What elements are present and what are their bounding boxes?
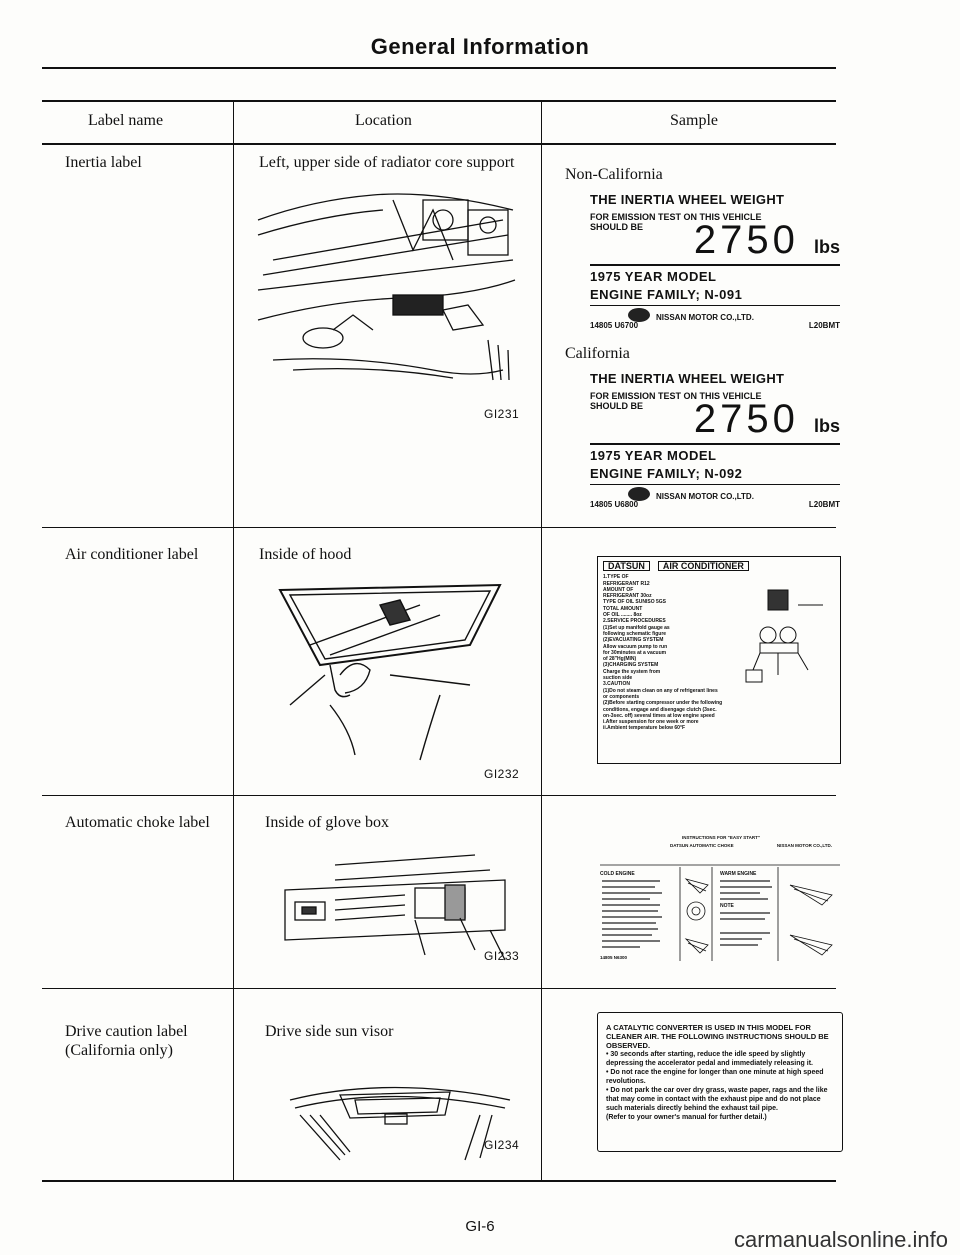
ac-tag-title: AIR CONDITIONER (658, 561, 749, 571)
ac-instruction-line: (2)Before starting compressor under the following (603, 700, 723, 707)
cat-bullet-3: • Do not park the car over dry grass, waste paper, rags and the like that may come in contact with the exhaust pipe and do not place such materials directly behind the exhaust tail pipe. (606, 1087, 828, 1112)
inertia-line1: THE INERTIA WHEEL WEIGHT (590, 192, 785, 207)
row-location: Left, upper side of radiator core support (259, 154, 515, 171)
ac-instruction-line: TOTAL AMOUNT (603, 605, 643, 612)
cat-bullet-2: • Do not race the engine for longer than one minute at high speed revolutions. (606, 1069, 824, 1085)
inertia-code: 14805 U6700 (590, 321, 639, 330)
choke-cold-heading: COLD ENGINE (600, 871, 635, 877)
drive-caution-label-sample (597, 1012, 843, 1152)
ac-instruction-line: TYPE OF OIL SUNISO 5GS (603, 599, 666, 606)
ac-instruction-line: REFRIGERANT 30oz (603, 593, 652, 600)
inertia-weight-unit: lbs (813, 416, 840, 436)
ac-instruction-line: of 28"Hg(MIN) (603, 656, 637, 663)
row-label-line2: (California only) (65, 1042, 173, 1059)
ac-instruction-line: suction side (603, 675, 633, 682)
figure-id: GI232 (484, 767, 520, 781)
radiator-support-illustration (253, 180, 523, 390)
nissan-logo-icon (628, 308, 650, 322)
choke-code: 14805 N6300 (600, 955, 628, 960)
row-label: Inertia label (65, 154, 142, 171)
inertia-line2: FOR EMISSION TEST ON THIS VEHICLE (590, 391, 762, 401)
top-rule (42, 67, 836, 69)
automatic-choke-label-sample (600, 835, 842, 975)
row-label: Automatic choke label (65, 814, 210, 831)
inertia-weight-value: 2750 (693, 218, 799, 262)
inertia-engine-code: L20BMT (808, 500, 840, 509)
col-divider-2 (541, 100, 542, 1180)
row-location: Inside of glove box (265, 814, 389, 831)
figure-id: GI234 (484, 1138, 520, 1152)
inertia-code: 14805 U6800 (590, 500, 639, 509)
sample-subtitle: Non-California (565, 166, 663, 183)
inertia-year: 1975 YEAR MODEL (590, 448, 717, 463)
col-divider-1 (233, 100, 234, 1180)
ac-instruction-line: on-3sec. off) several times at low engine speed (603, 712, 715, 719)
ac-instruction-line: REFRIGERANT R12 (603, 580, 650, 587)
row-location: Inside of hood (259, 546, 352, 563)
ac-instruction-line: OF OIL ........ 8oz (603, 612, 642, 619)
ac-instruction-line: following schematic figure (603, 630, 667, 637)
inertia-rule (590, 443, 840, 445)
hood-illustration (270, 575, 520, 775)
choke-label-diagram (600, 853, 842, 963)
inertia-weight-unit: lbs (813, 237, 840, 257)
ac-instruction-line: (2)EVACUATING SYSTEM (603, 637, 664, 644)
page-title: General Information (370, 34, 590, 59)
cat-heading: A CATALYTIC CONVERTER IS USED IN THIS MODEL FOR CLEANER AIR. THE FOLLOWING INSTRUCTIONS SHOULD BE OBSERVED. (606, 1023, 829, 1050)
figure-id: GI231 (484, 407, 520, 421)
ac-instruction-line: (1)Set up manifold gauge as (603, 624, 670, 631)
page-number: GI-6 (465, 1218, 495, 1235)
inertia-weight (694, 218, 840, 263)
row-rule-1 (42, 527, 836, 528)
nissan-logo-icon (628, 487, 650, 501)
cat-note: (Refer to your owner's manual for further detail.) (606, 1114, 767, 1121)
ac-instruction-line: or components (603, 693, 640, 700)
glove-box-illustration (275, 840, 515, 980)
inertia-line1: THE INERTIA WHEEL WEIGHT (590, 371, 785, 386)
col-header-sample: Sample (670, 112, 718, 129)
row-label-line1: Drive caution label (65, 1023, 188, 1040)
row-rule-2 (42, 795, 836, 796)
inertia-maker: NISSAN MOTOR CO.,LTD. (656, 492, 754, 501)
manifold-gauge-schematic-icon (738, 585, 833, 685)
col-header-label: Label name (88, 112, 164, 129)
inertia-engine-code: L20BMT (808, 321, 840, 330)
choke-warm-heading: WARM ENGINE (720, 871, 757, 877)
inertia-line2: FOR EMISSION TEST ON THIS VEHICLE (590, 212, 762, 222)
ac-instruction-line: conditions, engage and disengage clutch (3sec. (603, 706, 717, 713)
header-bottom-rule (42, 143, 836, 145)
inertia-family: ENGINE FAMILY; N-091 (590, 287, 743, 302)
inertia-rule-2 (590, 305, 840, 306)
col-header-location: Location (355, 112, 412, 129)
header-top-rule (42, 100, 836, 102)
inertia-label-california (590, 371, 840, 511)
sun-visor-illustration (280, 1060, 520, 1170)
choke-title: INSTRUCTIONS FOR "EASY START" (681, 835, 761, 840)
inertia-line3: SHOULD BE (590, 401, 644, 411)
ac-instructions (603, 574, 733, 731)
bottom-rule (42, 1180, 836, 1182)
inertia-rule (590, 264, 840, 266)
ac-instruction-line: AMOUNT OF (603, 586, 634, 593)
inertia-rule-2 (590, 484, 840, 485)
ac-instruction-line: i.After suspension for one week or more (603, 719, 699, 726)
inertia-family: ENGINE FAMILY; N-092 (590, 466, 743, 481)
figure-id: GI233 (484, 949, 520, 963)
ac-instruction-line: 1.TYPE OF (603, 574, 629, 581)
sample-subtitle: California (565, 345, 630, 362)
inertia-weight-value: 2750 (693, 397, 799, 441)
choke-note-heading: NOTE (720, 903, 734, 909)
row-label: Air conditioner label (65, 546, 199, 563)
cat-bullet-1: • 30 seconds after starting, reduce the idle speed by slightly depressing the accelerator pedal and immediately releasing it. (606, 1051, 813, 1067)
row-rule-3 (42, 988, 836, 989)
inertia-label-non-california (590, 192, 840, 332)
ac-instruction-line: for 30minutes at a vacuum (603, 649, 667, 656)
inertia-maker: NISSAN MOTOR CO.,LTD. (656, 313, 754, 322)
ac-instruction-line: Allow vacuum pump to run (603, 643, 668, 650)
ac-instruction-line: Charge the system from (603, 668, 661, 675)
watermark: carmanualsonline.info (733, 1227, 948, 1252)
ac-instruction-line: 2.SERVICE PROCEDURES (603, 618, 666, 625)
ac-instruction-line: 3.CAUTION (603, 681, 630, 688)
inertia-year: 1975 YEAR MODEL (590, 269, 717, 284)
ac-instruction-line: (1)Do not steam clean on any of refrigerant lines (603, 687, 718, 694)
choke-maker: NISSAN MOTOR CO.,LTD. (776, 843, 832, 848)
inertia-weight (694, 397, 840, 442)
row-location: Drive side sun visor (265, 1023, 394, 1040)
ac-tag-brand: DATSUN (603, 561, 650, 571)
choke-subtitle: DATSUN AUTOMATIC CHOKE (670, 843, 734, 848)
row-label (65, 1022, 188, 1060)
ac-instruction-line: ii.Ambient temperature below 60°F (603, 725, 686, 732)
ac-instruction-line: (3)CHARGING SYSTEM (603, 662, 659, 669)
inertia-line3: SHOULD BE (590, 222, 644, 232)
air-conditioner-label-sample (597, 556, 841, 764)
